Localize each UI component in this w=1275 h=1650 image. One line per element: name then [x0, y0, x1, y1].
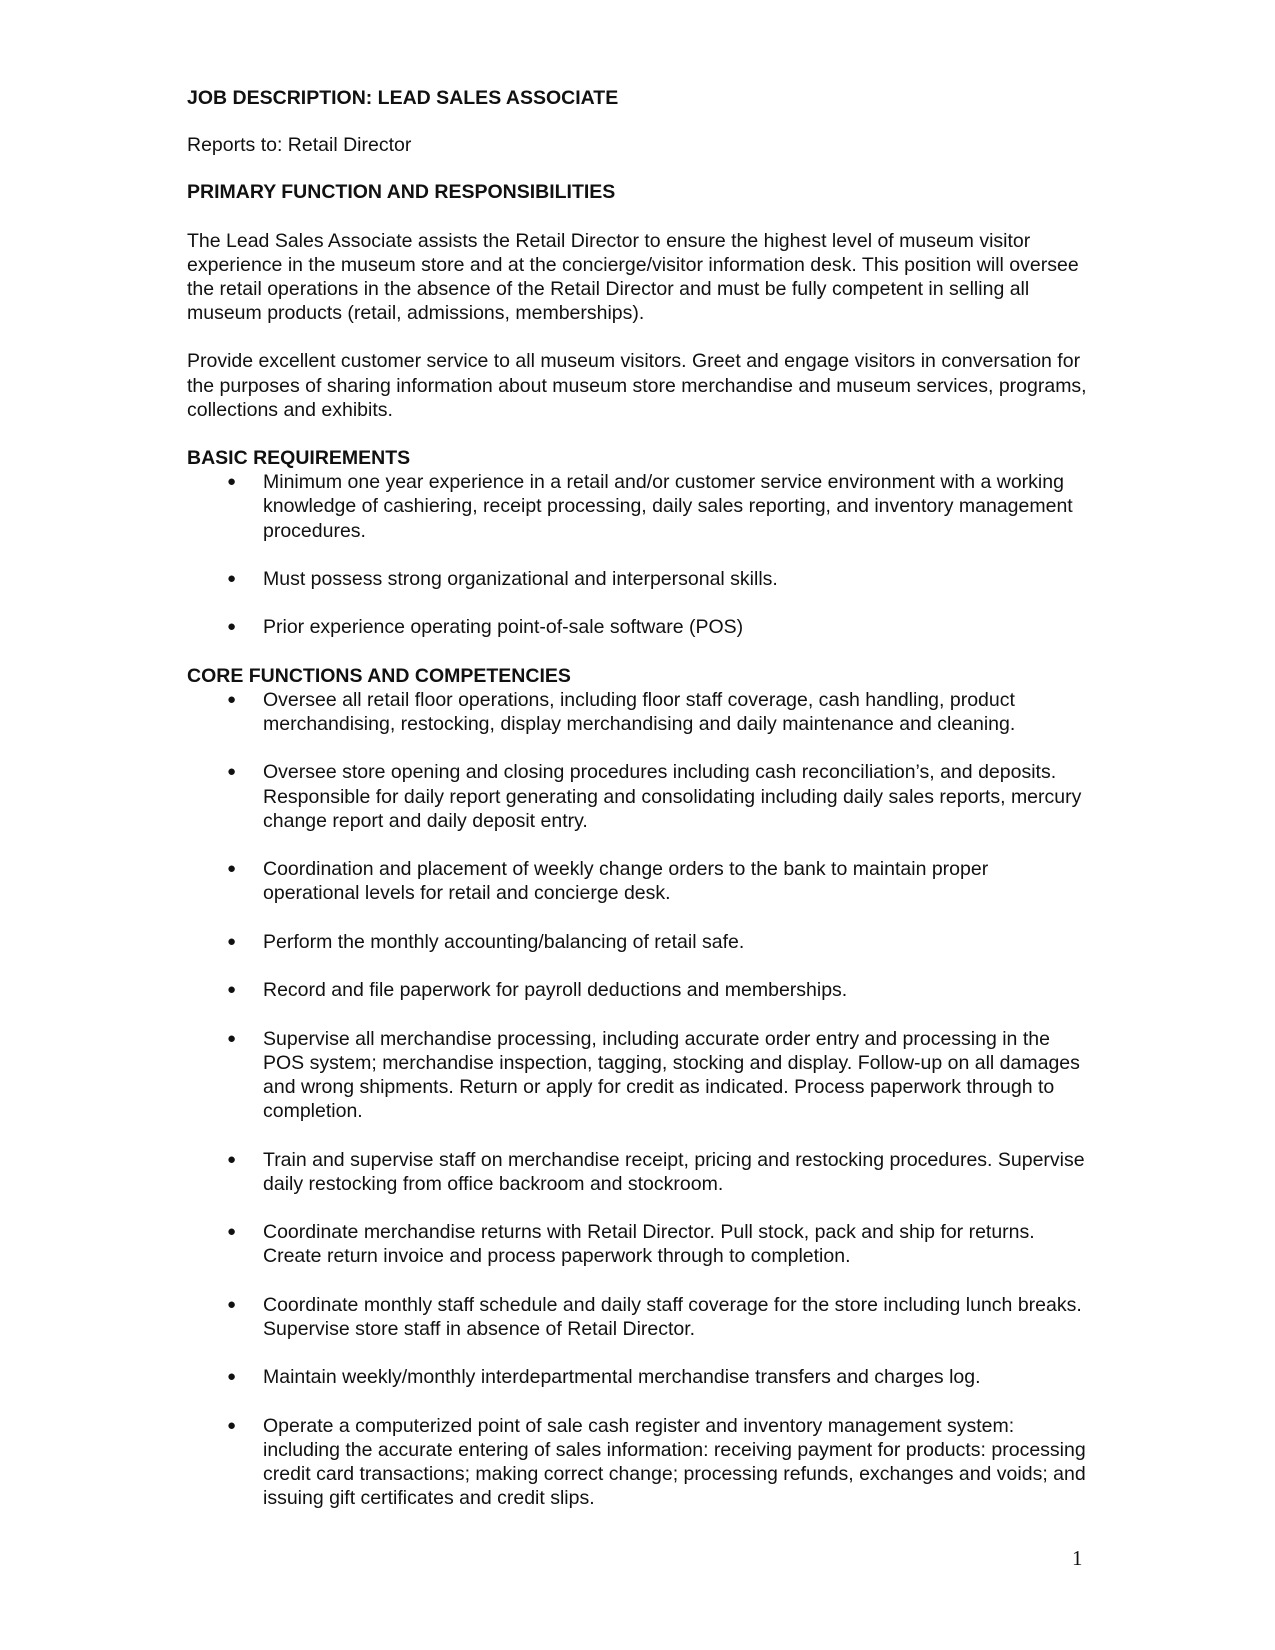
- list-item: [187, 1414, 1087, 1511]
- list-item-text: Operate a computerized point of sale cash register and inventory management system: including the accurate entering of sales information: receiving payment for products: processing credit card transactions; making correct change; processing refunds, exchanges and voids; and issuing gift certificates and credit slips.: [263, 1414, 1086, 1510]
- list-item-text: Minimum one year experience in a retail and/or customer service environment with a working knowledge of cashiering, receipt processing, daily sales reporting, and inventory management procedures.: [263, 471, 1073, 542]
- document-title: JOB DESCRIPTION: LEAD SALES ASSOCIATE: [187, 87, 619, 109]
- list-item-text: Oversee all retail floor operations, including floor staff coverage, cash handling, product merchandising, restocking, display merchandising and daily maintenance and cleaning.: [263, 688, 1016, 736]
- core-functions-heading: CORE FUNCTIONS AND COMPETENCIES: [187, 664, 571, 687]
- list-item: [187, 760, 1087, 833]
- list-item: [187, 1220, 1087, 1268]
- list-item: [187, 1027, 1087, 1124]
- bullet-icon: ●: [227, 1150, 237, 1168]
- primary-function-heading: PRIMARY FUNCTION AND RESPONSIBILITIES: [187, 181, 616, 204]
- list-item: [187, 930, 1087, 954]
- bullet-icon: ●: [227, 860, 237, 878]
- list-item: [187, 470, 1087, 543]
- primary-paragraph: Provide excellent customer service to all museum visitors. Greet and engage visitors in conversation for the purposes of sharing information about museum store merchandise and museum services, programs, collections and exhibits.: [187, 350, 1087, 421]
- list-item-text: Prior experience operating point-of-sale software (POS): [263, 616, 744, 639]
- list-item: [187, 615, 1087, 639]
- bullet-icon: ●: [227, 932, 237, 950]
- list-item-text: Supervise all merchandise processing, including accurate order entry and processing in the POS system; merchandise inspection, tagging, stocking and display. Follow-up on all damages and wrong shipments. Return or apply for credit as indicated. Process paperwork through to completion.: [263, 1027, 1080, 1123]
- list-item: [187, 688, 1087, 736]
- bullet-icon: ●: [227, 1416, 237, 1434]
- bullet-icon: ●: [227, 473, 237, 491]
- list-item-text: Train and supervise staff on merchandise receipt, pricing and restocking procedures. Supervise daily restocking from office backroom and stockroom.: [263, 1148, 1085, 1195]
- basic-requirements-heading: BASIC REQUIREMENTS: [187, 447, 411, 470]
- bullet-icon: ●: [227, 618, 237, 636]
- list-item: [187, 567, 1087, 591]
- list-item: [187, 1293, 1087, 1341]
- bullet-icon: ●: [227, 1223, 237, 1241]
- bullet-icon: ●: [227, 1295, 237, 1313]
- list-item-text: Coordinate merchandise returns with Retail Director. Pull stock, pack and ship for returns. Create return invoice and process paperwork through to completion.: [263, 1221, 1035, 1268]
- list-item: [187, 1148, 1087, 1196]
- bullet-icon: ●: [227, 690, 237, 708]
- list-item-text: Oversee store opening and closing procedures including cash reconciliation’s, and deposits. Responsible for daily report generating and consolidating including daily sales reports, mercury change report and daily deposit entry.: [263, 761, 1082, 832]
- bullet-icon: ●: [227, 570, 237, 588]
- bullet-icon: ●: [227, 1029, 237, 1047]
- list-item-text: Record and file paperwork for payroll deductions and memberships.: [263, 979, 848, 1002]
- list-item-text: Maintain weekly/monthly interdepartmental merchandise transfers and charges log.: [263, 1366, 981, 1389]
- bullet-icon: ●: [227, 1368, 237, 1386]
- list-item-text: Must possess strong organizational and interpersonal skills.: [263, 568, 778, 591]
- reports-to: Reports to: Retail Director: [187, 134, 412, 157]
- list-item-text: Coordination and placement of weekly change orders to the bank to maintain proper operational levels for retail and concierge desk.: [263, 858, 989, 905]
- primary-paragraph: The Lead Sales Associate assists the Retail Director to ensure the highest level of museum visitor experience in the museum store and at the concierge/visitor information desk. This position will oversee the retail operations in the absence of the Retail Director and must be fully competent in selling all museum products (retail, admissions, memberships).: [187, 229, 1079, 325]
- document-body: [187, 86, 1087, 1535]
- basic-requirements-list: [187, 470, 1087, 639]
- page-number: 1: [1072, 1546, 1083, 1570]
- core-functions-list: [187, 688, 1087, 1511]
- bullet-icon: ●: [227, 763, 237, 781]
- list-item: [187, 978, 1087, 1002]
- list-item-text: Coordinate monthly staff schedule and daily staff coverage for the store including lunch breaks. Supervise store staff in absence of Retail Director.: [263, 1293, 1082, 1340]
- list-item: [187, 857, 1087, 905]
- list-item-text: Perform the monthly accounting/balancing of retail safe.: [263, 930, 745, 953]
- list-item: [187, 1365, 1087, 1389]
- bullet-icon: ●: [227, 981, 237, 999]
